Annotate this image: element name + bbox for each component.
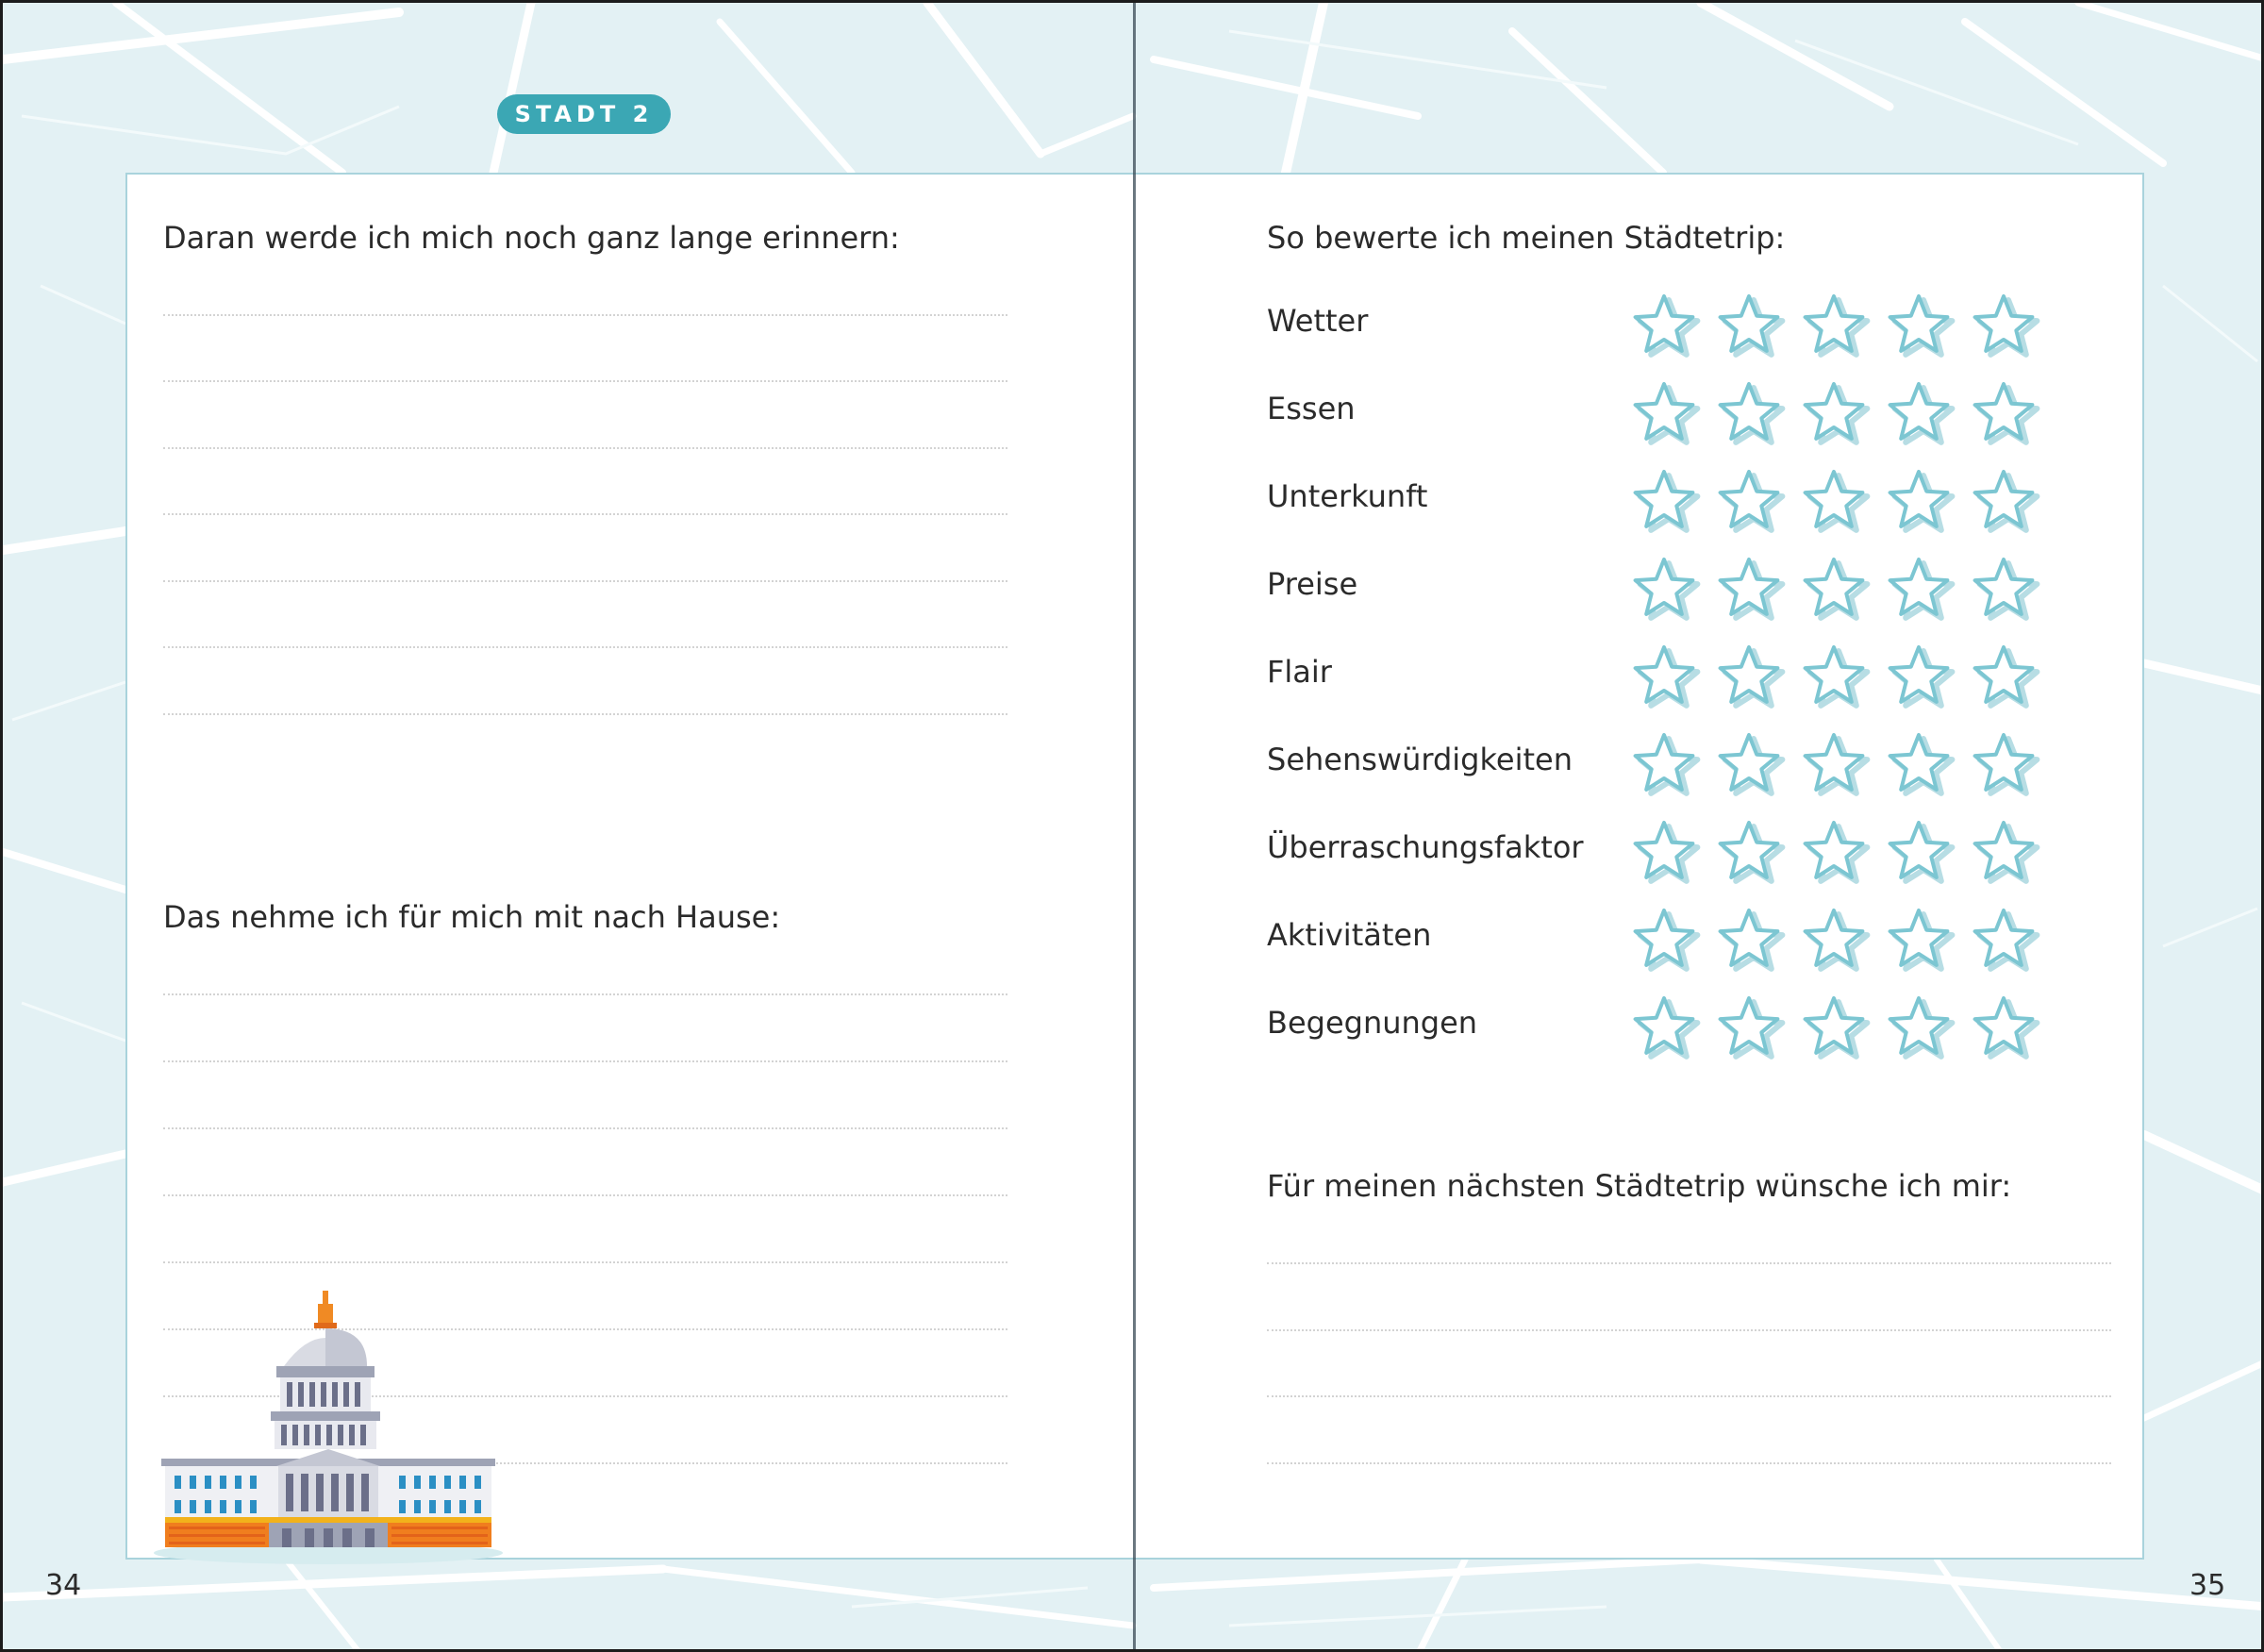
rating-row: [1267, 644, 2078, 710]
star-icon[interactable]: [1715, 820, 1787, 886]
star-icon[interactable]: [1970, 820, 2041, 886]
star-rating[interactable]: [1630, 820, 2064, 886]
star-icon[interactable]: [1800, 557, 1872, 623]
star-icon[interactable]: [1885, 732, 1956, 798]
star-rating[interactable]: [1630, 381, 2064, 447]
city-tag: STADT 2: [497, 94, 671, 134]
page-number-right: 35: [2189, 1569, 2226, 1602]
star-rating[interactable]: [1630, 732, 2064, 798]
star-icon[interactable]: [1630, 820, 1702, 886]
writing-line[interactable]: [163, 513, 1007, 515]
star-icon[interactable]: [1800, 820, 1872, 886]
star-icon[interactable]: [1885, 820, 1956, 886]
rating-label: Preise: [1267, 566, 1358, 602]
star-icon[interactable]: [1970, 908, 2041, 974]
star-icon[interactable]: [1800, 381, 1872, 447]
writing-line[interactable]: [1267, 1395, 2111, 1397]
star-icon[interactable]: [1970, 644, 2041, 710]
rating-row: [1267, 557, 2078, 623]
page-number-left: 34: [45, 1569, 82, 1602]
star-rating[interactable]: [1630, 293, 2064, 359]
writing-line[interactable]: [163, 713, 1007, 715]
star-icon[interactable]: [1885, 908, 1956, 974]
rating-label: Unterkunft: [1267, 478, 1428, 514]
home-prompt: Das nehme ich für mich mit nach Hause:: [163, 899, 781, 935]
star-icon[interactable]: [1630, 381, 1702, 447]
writing-line[interactable]: [163, 1261, 1007, 1263]
writing-line[interactable]: [163, 993, 1007, 995]
star-icon[interactable]: [1885, 469, 1956, 535]
rating-row: [1267, 908, 2078, 974]
star-icon[interactable]: [1715, 908, 1787, 974]
star-icon[interactable]: [1800, 644, 1872, 710]
star-icon[interactable]: [1630, 557, 1702, 623]
star-icon[interactable]: [1715, 995, 1787, 1061]
star-icon[interactable]: [1885, 381, 1956, 447]
rating-label: Flair: [1267, 654, 1332, 690]
star-icon[interactable]: [1885, 557, 1956, 623]
star-icon[interactable]: [1885, 293, 1956, 359]
star-icon[interactable]: [1970, 732, 2041, 798]
writing-line[interactable]: [163, 380, 1007, 382]
rating-row: [1267, 820, 2078, 886]
star-icon[interactable]: [1715, 293, 1787, 359]
star-icon[interactable]: [1630, 644, 1702, 710]
writing-line[interactable]: [1267, 1262, 2111, 1264]
star-icon[interactable]: [1800, 469, 1872, 535]
memory-writing-lines[interactable]: [163, 314, 1007, 786]
rating-label: Wetter: [1267, 303, 1369, 339]
rating-row: [1267, 469, 2078, 535]
star-icon[interactable]: [1970, 293, 2041, 359]
rating-label: Aktivitäten: [1267, 917, 1432, 953]
star-icon[interactable]: [1715, 469, 1787, 535]
wish-prompt: Für meinen nächsten Städtetrip wünsche ich mir:: [1267, 1168, 2012, 1204]
writing-line[interactable]: [1267, 1462, 2111, 1464]
book-spine: [1133, 3, 1136, 1652]
star-rating[interactable]: [1630, 557, 2064, 623]
star-icon[interactable]: [1630, 469, 1702, 535]
star-icon[interactable]: [1800, 995, 1872, 1061]
rating-label: Begegnungen: [1267, 1005, 1478, 1041]
capitol-building-icon: [154, 1291, 503, 1564]
star-icon[interactable]: [1630, 908, 1702, 974]
star-rating[interactable]: [1630, 469, 2064, 535]
star-icon[interactable]: [1800, 732, 1872, 798]
star-icon[interactable]: [1970, 469, 2041, 535]
writing-line[interactable]: [1267, 1329, 2111, 1331]
star-icon[interactable]: [1970, 557, 2041, 623]
star-icon[interactable]: [1800, 293, 1872, 359]
rating-row: [1267, 732, 2078, 798]
rating-prompt: So bewerte ich meinen Städtetrip:: [1267, 220, 1786, 256]
writing-line[interactable]: [163, 314, 1007, 316]
star-rating[interactable]: [1630, 908, 2064, 974]
star-rating[interactable]: [1630, 644, 2064, 710]
writing-line[interactable]: [163, 447, 1007, 449]
star-icon[interactable]: [1970, 995, 2041, 1061]
star-icon[interactable]: [1885, 644, 1956, 710]
star-icon[interactable]: [1800, 908, 1872, 974]
star-icon[interactable]: [1630, 732, 1702, 798]
rating-label: Essen: [1267, 391, 1356, 426]
rating-row: [1267, 381, 2078, 447]
writing-line[interactable]: [163, 1060, 1007, 1062]
memory-prompt: Daran werde ich mich noch ganz lange erinnern:: [163, 220, 900, 256]
writing-line[interactable]: [163, 1194, 1007, 1196]
star-icon[interactable]: [1970, 381, 2041, 447]
star-icon[interactable]: [1715, 381, 1787, 447]
star-icon[interactable]: [1630, 293, 1702, 359]
wish-writing-lines[interactable]: [1267, 1262, 2111, 1470]
writing-line[interactable]: [163, 580, 1007, 582]
star-icon[interactable]: [1715, 557, 1787, 623]
writing-line[interactable]: [163, 646, 1007, 648]
rating-label: Sehenswürdigkeiten: [1267, 742, 1573, 777]
star-icon[interactable]: [1630, 995, 1702, 1061]
star-rating[interactable]: [1630, 995, 2064, 1061]
rating-row: [1267, 995, 2078, 1061]
writing-line[interactable]: [163, 1127, 1007, 1129]
rating-label: Überraschungsfaktor: [1267, 829, 1584, 865]
rating-row: [1267, 293, 2078, 359]
star-icon[interactable]: [1885, 995, 1956, 1061]
star-icon[interactable]: [1715, 644, 1787, 710]
star-icon[interactable]: [1715, 732, 1787, 798]
